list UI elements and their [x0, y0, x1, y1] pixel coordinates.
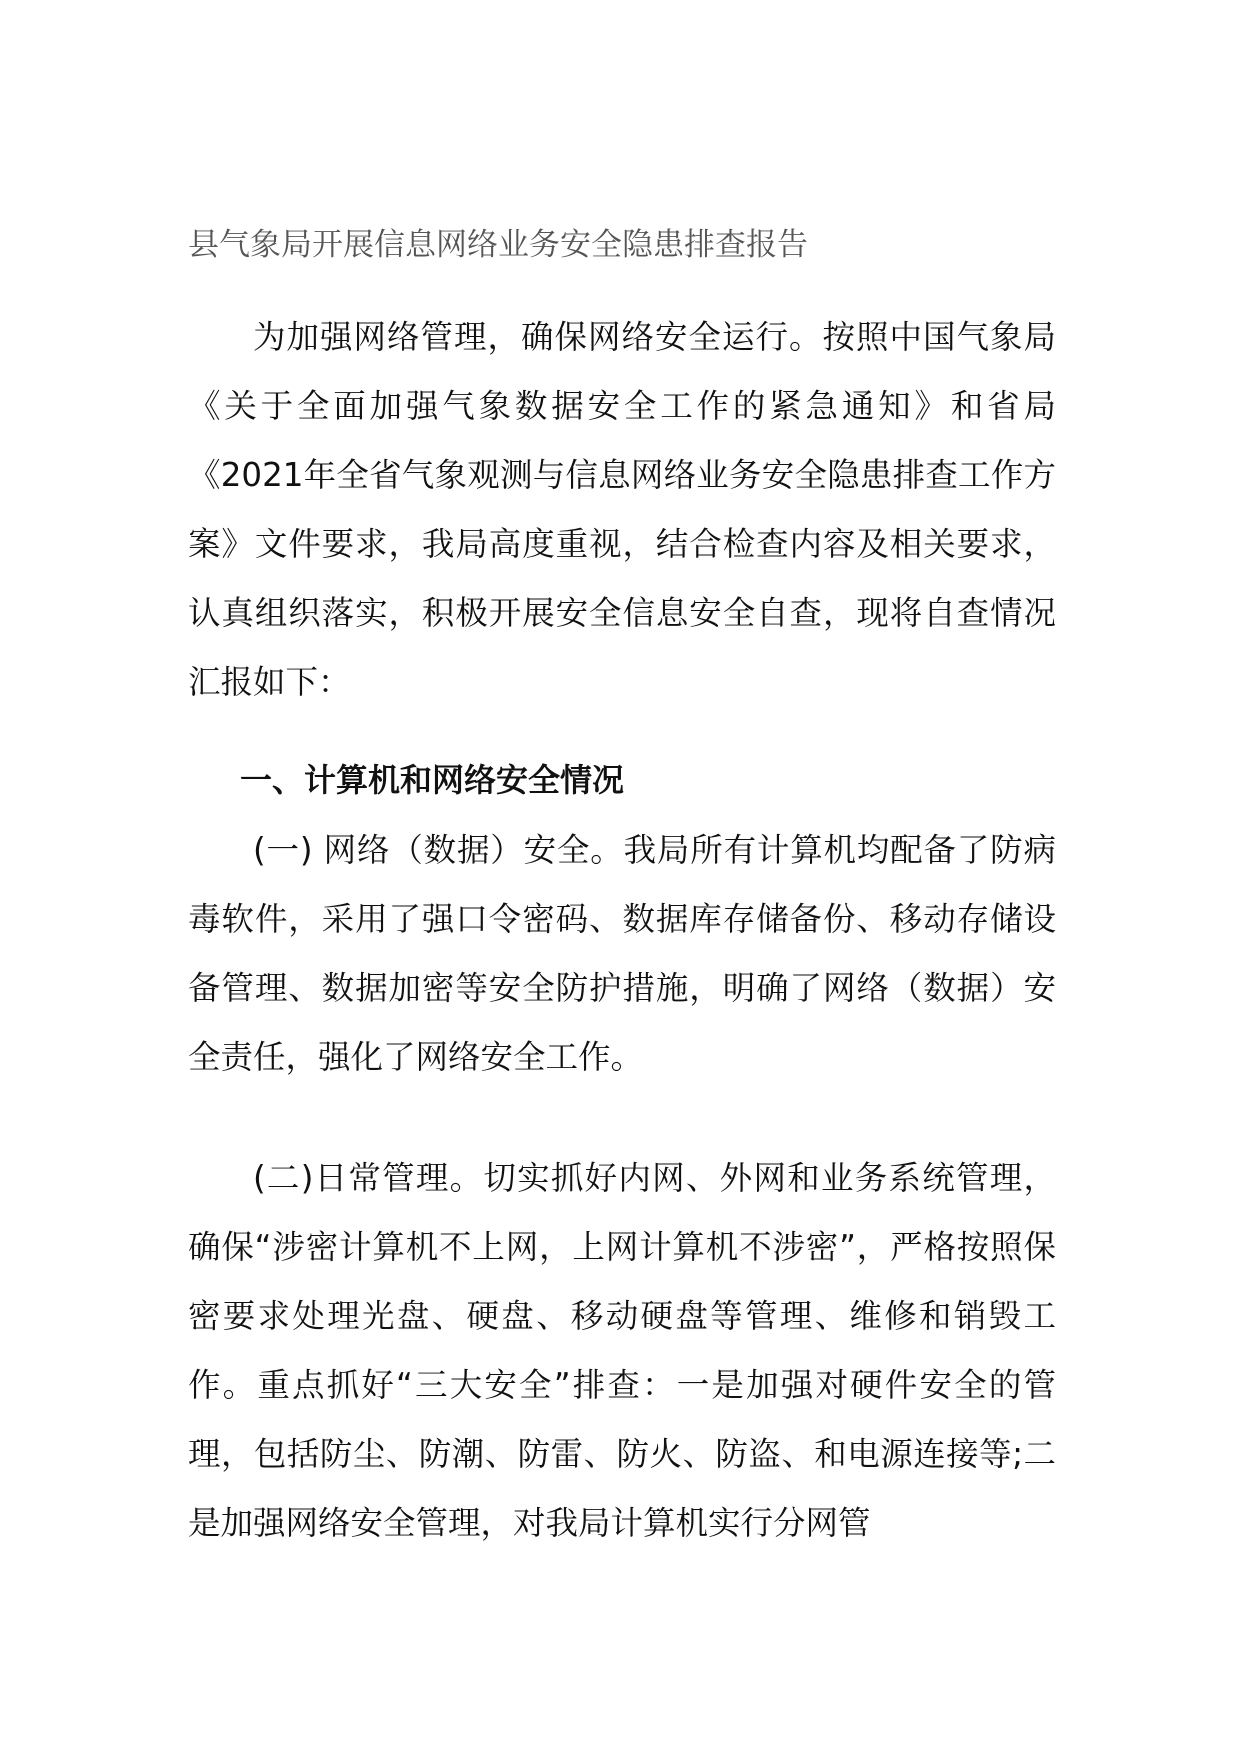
document-title: 县气象局开展信息网络业务安全隐患排查报告: [188, 227, 808, 263]
intro-paragraph: 为加强网络管理，确保网络安全运行。按照中国气象局《关于全面加强气象数据安全工作的紧急通知》和省局《2021年全省气象观测与信息网络业务安全隐患排查工作方案》文件要求，我局高度重视，结合检查内容及相关要求，认真组织落实，积极开展安全信息安全自查，现将自查情况汇报如下：: [188, 318, 1056, 701]
paragraph-network-data-security: (一) 网络（数据）安全。我局所有计算机均配备了防病毒软件，采用了强口令密码、数据库存储备份、移动存储设备管理、数据加密等安全防护措施，明确了网络（数据）安全责任，强化了网络安全工作。: [188, 831, 1056, 1076]
section-heading-computer-network-security: 一、计算机和网络安全情况: [240, 761, 625, 799]
paragraph-daily-management: (二)日常管理。切实抓好内网、外网和业务系统管理，确保“涉密计算机不上网，上网计算机不涉密”，严格按照保密要求处理光盘、硬盘、移动硬盘等管理、维修和销毁工作。重点抓好“三大安全”排查：一是加强对硬件安全的管理，包括防尘、防潮、防雷、防火、防盗、和电源连接等;二是加强网络安全管理，对我局计算机实行分网管: [188, 1159, 1056, 1542]
